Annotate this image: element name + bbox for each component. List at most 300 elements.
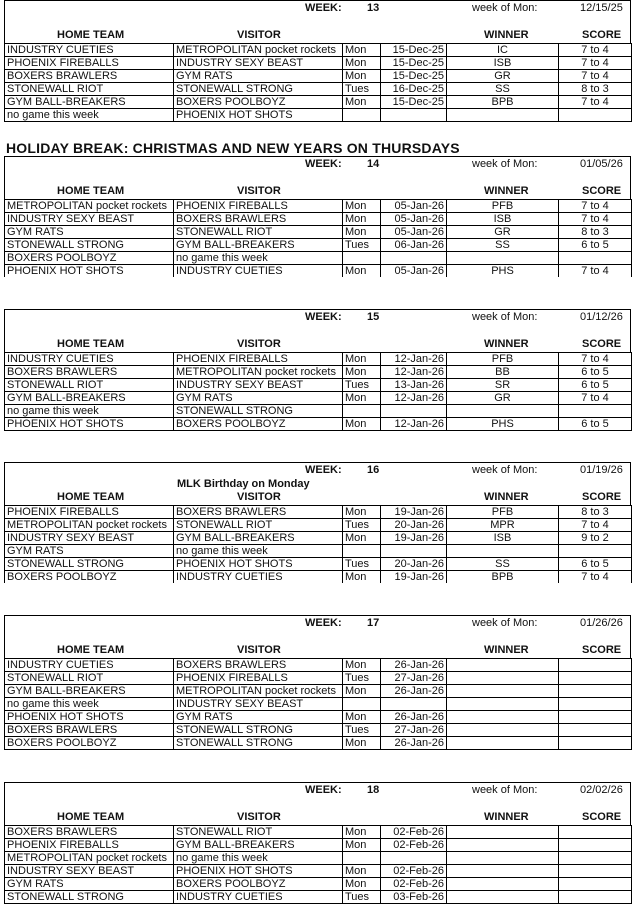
score-cell bbox=[559, 685, 632, 698]
date-cell: 26-Jan-26 bbox=[381, 659, 447, 672]
date-cell bbox=[381, 405, 447, 418]
game-row bbox=[5, 226, 632, 239]
score-cell: 7 to 4 bbox=[559, 392, 632, 405]
winner-cell bbox=[447, 698, 559, 711]
score-header: SCORE bbox=[582, 185, 622, 197]
week-header bbox=[4, 462, 631, 505]
score-cell bbox=[559, 698, 632, 711]
games-table bbox=[4, 199, 632, 277]
game-row bbox=[5, 353, 632, 366]
visitor-cell: PHOENIX HOT SHOTS bbox=[174, 109, 343, 122]
date-cell: 02-Feb-26 bbox=[381, 839, 447, 852]
score-cell bbox=[559, 852, 632, 865]
home-team-cell: PHOENIX FIREBALLS bbox=[5, 839, 174, 852]
date-cell: 16-Dec-25 bbox=[381, 83, 447, 96]
visitor-cell: GYM RATS bbox=[174, 711, 343, 724]
week-number: 13 bbox=[367, 2, 380, 14]
home-team-cell: STONEWALL STRONG bbox=[5, 891, 174, 904]
week-of-label: week of Mon: bbox=[472, 784, 538, 796]
game-row bbox=[5, 737, 632, 750]
date-cell: 13-Jan-26 bbox=[381, 379, 447, 392]
winner-cell: SS bbox=[447, 558, 559, 571]
day-cell: Mon bbox=[343, 70, 381, 83]
home-team-cell: STONEWALL RIOT bbox=[5, 379, 174, 392]
score-cell: 9 to 2 bbox=[559, 532, 632, 545]
home-team-cell: BOXERS POOLBOYZ bbox=[5, 252, 174, 265]
week-number: 14 bbox=[367, 158, 380, 170]
date-cell: 05-Jan-26 bbox=[381, 265, 447, 278]
game-row bbox=[5, 70, 632, 83]
visitor-cell: GYM BALL-BREAKERS bbox=[174, 239, 343, 252]
day-cell bbox=[343, 252, 381, 265]
home-team-cell: BOXERS BRAWLERS bbox=[5, 826, 174, 839]
score-cell: 8 to 3 bbox=[559, 83, 632, 96]
date-cell bbox=[381, 852, 447, 865]
visitor-header: VISITOR bbox=[237, 491, 281, 503]
day-cell: Tues bbox=[343, 891, 381, 904]
game-row bbox=[5, 392, 632, 405]
home-team-header: HOME TEAM bbox=[57, 29, 125, 41]
home-team-cell: GYM BALL-BREAKERS bbox=[5, 392, 174, 405]
games-table bbox=[4, 505, 632, 583]
winner-cell bbox=[447, 109, 559, 122]
home-team-cell: INDUSTRY SEXY BEAST bbox=[5, 213, 174, 226]
game-row bbox=[5, 698, 632, 711]
week-header bbox=[4, 156, 631, 199]
winner-cell bbox=[447, 252, 559, 265]
visitor-cell: INDUSTRY CUETIES bbox=[174, 571, 343, 584]
day-cell bbox=[343, 852, 381, 865]
score-cell bbox=[559, 891, 632, 904]
day-cell: Mon bbox=[343, 265, 381, 278]
score-cell bbox=[559, 405, 632, 418]
game-row bbox=[5, 852, 632, 865]
game-row bbox=[5, 532, 632, 545]
visitor-cell: STONEWALL RIOT bbox=[174, 519, 343, 532]
game-row bbox=[5, 418, 632, 431]
winner-cell: IC bbox=[447, 44, 559, 57]
home-team-cell: INDUSTRY CUETIES bbox=[5, 44, 174, 57]
date-cell: 19-Jan-26 bbox=[381, 571, 447, 584]
visitor-cell: BOXERS POOLBOYZ bbox=[174, 878, 343, 891]
game-row bbox=[5, 379, 632, 392]
visitor-cell: INDUSTRY SEXY BEAST bbox=[174, 698, 343, 711]
winner-cell bbox=[447, 685, 559, 698]
visitor-cell: STONEWALL RIOT bbox=[174, 226, 343, 239]
day-cell: Mon bbox=[343, 711, 381, 724]
home-team-cell: INDUSTRY CUETIES bbox=[5, 659, 174, 672]
visitor-cell: STONEWALL STRONG bbox=[174, 737, 343, 750]
game-row bbox=[5, 366, 632, 379]
winner-cell bbox=[447, 724, 559, 737]
home-team-cell: METROPOLITAN pocket rockets bbox=[5, 852, 174, 865]
day-cell: Mon bbox=[343, 418, 381, 431]
visitor-cell: INDUSTRY SEXY BEAST bbox=[174, 379, 343, 392]
date-cell: 06-Jan-26 bbox=[381, 239, 447, 252]
score-cell: 7 to 4 bbox=[559, 200, 632, 213]
date-cell: 26-Jan-26 bbox=[381, 737, 447, 750]
week-15-schedule bbox=[4, 309, 631, 431]
game-row bbox=[5, 265, 632, 278]
visitor-cell: no game this week bbox=[174, 545, 343, 558]
week-of-date: 01/12/26 bbox=[580, 311, 623, 323]
date-cell: 12-Jan-26 bbox=[381, 353, 447, 366]
winner-header: WINNER bbox=[484, 185, 529, 197]
winner-cell: ISB bbox=[447, 57, 559, 70]
home-team-cell: no game this week bbox=[5, 109, 174, 122]
game-row bbox=[5, 891, 632, 904]
game-row bbox=[5, 659, 632, 672]
week-of-label: week of Mon: bbox=[472, 464, 538, 476]
score-header: SCORE bbox=[582, 29, 622, 41]
date-cell: 15-Dec-25 bbox=[381, 44, 447, 57]
score-header: SCORE bbox=[582, 644, 622, 656]
score-cell bbox=[559, 724, 632, 737]
winner-cell: GR bbox=[447, 70, 559, 83]
score-cell: 8 to 3 bbox=[559, 226, 632, 239]
home-team-header: HOME TEAM bbox=[57, 185, 125, 197]
winner-cell bbox=[447, 878, 559, 891]
winner-cell: SR bbox=[447, 379, 559, 392]
week-13-schedule bbox=[4, 0, 631, 122]
game-row bbox=[5, 405, 632, 418]
game-row bbox=[5, 826, 632, 839]
date-cell: 15-Dec-25 bbox=[381, 57, 447, 70]
date-cell: 27-Jan-26 bbox=[381, 672, 447, 685]
winner-cell bbox=[447, 545, 559, 558]
date-cell: 27-Jan-26 bbox=[381, 724, 447, 737]
home-team-cell: BOXERS BRAWLERS bbox=[5, 366, 174, 379]
visitor-cell: GYM RATS bbox=[174, 392, 343, 405]
day-cell: Mon bbox=[343, 532, 381, 545]
week-label: WEEK: bbox=[305, 2, 342, 14]
date-cell bbox=[381, 545, 447, 558]
score-cell: 7 to 4 bbox=[559, 571, 632, 584]
visitor-cell: METROPOLITAN pocket rockets bbox=[174, 685, 343, 698]
day-cell: Mon bbox=[343, 685, 381, 698]
games-table bbox=[4, 352, 632, 431]
winner-cell: ISB bbox=[447, 213, 559, 226]
game-row bbox=[5, 506, 632, 519]
date-cell: 02-Feb-26 bbox=[381, 878, 447, 891]
score-cell: 7 to 4 bbox=[559, 57, 632, 70]
home-team-cell: PHOENIX HOT SHOTS bbox=[5, 265, 174, 278]
date-cell: 26-Jan-26 bbox=[381, 711, 447, 724]
home-team-cell: INDUSTRY SEXY BEAST bbox=[5, 865, 174, 878]
winner-cell: SS bbox=[447, 83, 559, 96]
day-cell: Mon bbox=[343, 366, 381, 379]
winner-header: WINNER bbox=[484, 338, 529, 350]
week-number: 17 bbox=[367, 617, 380, 629]
date-cell bbox=[381, 698, 447, 711]
score-cell bbox=[559, 711, 632, 724]
score-cell: 7 to 4 bbox=[559, 96, 632, 109]
day-cell bbox=[343, 545, 381, 558]
winner-header: WINNER bbox=[484, 644, 529, 656]
week-number: 18 bbox=[367, 784, 380, 796]
game-row bbox=[5, 213, 632, 226]
visitor-cell: INDUSTRY CUETIES bbox=[174, 265, 343, 278]
visitor-cell: INDUSTRY SEXY BEAST bbox=[174, 57, 343, 70]
day-cell: Mon bbox=[343, 200, 381, 213]
week-of-date: 01/19/26 bbox=[580, 464, 623, 476]
games-table bbox=[4, 43, 632, 122]
winner-cell bbox=[447, 839, 559, 852]
game-row bbox=[5, 724, 632, 737]
visitor-cell: STONEWALL RIOT bbox=[174, 826, 343, 839]
date-cell: 20-Jan-26 bbox=[381, 558, 447, 571]
score-cell bbox=[559, 878, 632, 891]
day-cell: Tues bbox=[343, 83, 381, 96]
date-cell bbox=[381, 109, 447, 122]
visitor-cell: STONEWALL STRONG bbox=[174, 724, 343, 737]
home-team-cell: no game this week bbox=[5, 698, 174, 711]
date-cell: 15-Dec-25 bbox=[381, 70, 447, 83]
date-cell: 19-Jan-26 bbox=[381, 506, 447, 519]
visitor-cell: BOXERS BRAWLERS bbox=[174, 659, 343, 672]
home-team-cell: GYM BALL-BREAKERS bbox=[5, 96, 174, 109]
winner-cell: PFB bbox=[447, 506, 559, 519]
home-team-header: HOME TEAM bbox=[57, 491, 125, 503]
home-team-cell: BOXERS BRAWLERS bbox=[5, 724, 174, 737]
day-cell: Tues bbox=[343, 379, 381, 392]
week-label: WEEK: bbox=[305, 617, 342, 629]
week-of-label: week of Mon: bbox=[472, 617, 538, 629]
score-cell bbox=[559, 109, 632, 122]
date-cell: 02-Feb-26 bbox=[381, 865, 447, 878]
score-cell: 6 to 5 bbox=[559, 366, 632, 379]
game-row bbox=[5, 571, 632, 584]
day-cell: Mon bbox=[343, 826, 381, 839]
day-cell: Mon bbox=[343, 659, 381, 672]
winner-header: WINNER bbox=[484, 29, 529, 41]
day-cell bbox=[343, 109, 381, 122]
visitor-cell: PHOENIX HOT SHOTS bbox=[174, 558, 343, 571]
winner-cell: PFB bbox=[447, 200, 559, 213]
week-17-schedule bbox=[4, 615, 631, 750]
winner-cell: ISB bbox=[447, 532, 559, 545]
game-row bbox=[5, 545, 632, 558]
game-row bbox=[5, 57, 632, 70]
winner-cell: BB bbox=[447, 366, 559, 379]
score-cell: 6 to 5 bbox=[559, 379, 632, 392]
home-team-cell: GYM BALL-BREAKERS bbox=[5, 685, 174, 698]
visitor-cell: no game this week bbox=[174, 252, 343, 265]
score-cell: 8 to 3 bbox=[559, 506, 632, 519]
winner-cell: MPR bbox=[447, 519, 559, 532]
week-of-label: week of Mon: bbox=[472, 311, 538, 323]
winner-cell: PHS bbox=[447, 265, 559, 278]
visitor-cell: BOXERS POOLBOYZ bbox=[174, 96, 343, 109]
score-cell bbox=[559, 672, 632, 685]
visitor-header: VISITOR bbox=[237, 811, 281, 823]
date-cell: 12-Jan-26 bbox=[381, 418, 447, 431]
week-header bbox=[4, 0, 631, 43]
score-cell bbox=[559, 737, 632, 750]
home-team-cell: METROPOLITAN pocket rockets bbox=[5, 519, 174, 532]
visitor-cell: METROPOLITAN pocket rockets bbox=[174, 44, 343, 57]
winner-cell bbox=[447, 672, 559, 685]
home-team-header: HOME TEAM bbox=[57, 644, 125, 656]
game-row bbox=[5, 839, 632, 852]
date-cell: 15-Dec-25 bbox=[381, 96, 447, 109]
week-of-label: week of Mon: bbox=[472, 2, 538, 14]
game-row bbox=[5, 96, 632, 109]
date-cell: 12-Jan-26 bbox=[381, 392, 447, 405]
visitor-cell: PHOENIX FIREBALLS bbox=[174, 672, 343, 685]
winner-cell: PFB bbox=[447, 353, 559, 366]
score-cell: 6 to 5 bbox=[559, 558, 632, 571]
winner-cell bbox=[447, 405, 559, 418]
week-header bbox=[4, 782, 631, 825]
winner-cell bbox=[447, 737, 559, 750]
score-header: SCORE bbox=[582, 491, 622, 503]
day-cell: Mon bbox=[343, 226, 381, 239]
home-team-cell: BOXERS BRAWLERS bbox=[5, 70, 174, 83]
score-cell bbox=[559, 545, 632, 558]
games-table bbox=[4, 658, 632, 750]
game-row bbox=[5, 558, 632, 571]
date-cell bbox=[381, 252, 447, 265]
home-team-cell: STONEWALL RIOT bbox=[5, 83, 174, 96]
game-row bbox=[5, 44, 632, 57]
date-cell: 05-Jan-26 bbox=[381, 200, 447, 213]
home-team-cell: PHOENIX HOT SHOTS bbox=[5, 418, 174, 431]
winner-header: WINNER bbox=[484, 811, 529, 823]
visitor-header: VISITOR bbox=[237, 185, 281, 197]
day-cell: Tues bbox=[343, 519, 381, 532]
score-header: SCORE bbox=[582, 338, 622, 350]
home-team-cell: BOXERS POOLBOYZ bbox=[5, 571, 174, 584]
date-cell: 20-Jan-26 bbox=[381, 519, 447, 532]
score-cell: 6 to 5 bbox=[559, 239, 632, 252]
score-cell bbox=[559, 826, 632, 839]
game-row bbox=[5, 519, 632, 532]
day-cell bbox=[343, 698, 381, 711]
winner-cell bbox=[447, 659, 559, 672]
day-cell: Mon bbox=[343, 57, 381, 70]
score-header: SCORE bbox=[582, 811, 622, 823]
home-team-cell: STONEWALL STRONG bbox=[5, 558, 174, 571]
game-row bbox=[5, 878, 632, 891]
score-cell bbox=[559, 659, 632, 672]
winner-cell: GR bbox=[447, 392, 559, 405]
visitor-cell: INDUSTRY CUETIES bbox=[174, 891, 343, 904]
winner-cell bbox=[447, 865, 559, 878]
day-cell: Tues bbox=[343, 239, 381, 252]
game-row bbox=[5, 865, 632, 878]
home-team-cell: STONEWALL RIOT bbox=[5, 672, 174, 685]
week-of-label: week of Mon: bbox=[472, 158, 538, 170]
home-team-header: HOME TEAM bbox=[57, 811, 125, 823]
winner-header: WINNER bbox=[484, 491, 529, 503]
winner-cell: BPB bbox=[447, 96, 559, 109]
visitor-cell: BOXERS BRAWLERS bbox=[174, 213, 343, 226]
score-cell: 7 to 4 bbox=[559, 353, 632, 366]
winner-cell: BPB bbox=[447, 571, 559, 584]
holiday-notice: HOLIDAY BREAK: CHRISTMAS AND NEW YEARS ON THURSDAYS bbox=[6, 140, 460, 156]
home-team-cell: PHOENIX FIREBALLS bbox=[5, 506, 174, 519]
week-16-schedule bbox=[4, 462, 631, 583]
week-number: 15 bbox=[367, 311, 380, 323]
score-cell: 7 to 4 bbox=[559, 70, 632, 83]
visitor-cell: PHOENIX FIREBALLS bbox=[174, 200, 343, 213]
winner-cell bbox=[447, 891, 559, 904]
score-cell: 7 to 4 bbox=[559, 44, 632, 57]
visitor-cell: GYM RATS bbox=[174, 70, 343, 83]
visitor-cell: METROPOLITAN pocket rockets bbox=[174, 366, 343, 379]
day-cell bbox=[343, 405, 381, 418]
week-of-date: 02/02/26 bbox=[580, 784, 623, 796]
visitor-cell: PHOENIX FIREBALLS bbox=[174, 353, 343, 366]
game-row bbox=[5, 711, 632, 724]
day-cell: Mon bbox=[343, 353, 381, 366]
week-note: MLK Birthday on Monday bbox=[177, 478, 310, 490]
home-team-cell: PHOENIX FIREBALLS bbox=[5, 57, 174, 70]
home-team-header: HOME TEAM bbox=[57, 338, 125, 350]
day-cell: Mon bbox=[343, 865, 381, 878]
winner-cell bbox=[447, 852, 559, 865]
day-cell: Mon bbox=[343, 506, 381, 519]
winner-cell bbox=[447, 826, 559, 839]
home-team-cell: STONEWALL STRONG bbox=[5, 239, 174, 252]
date-cell: 12-Jan-26 bbox=[381, 366, 447, 379]
winner-cell: SS bbox=[447, 239, 559, 252]
date-cell: 19-Jan-26 bbox=[381, 532, 447, 545]
week-label: WEEK: bbox=[305, 464, 342, 476]
home-team-cell: METROPOLITAN pocket rockets bbox=[5, 200, 174, 213]
week-14-schedule bbox=[4, 156, 631, 277]
winner-cell bbox=[447, 711, 559, 724]
date-cell: 03-Feb-26 bbox=[381, 891, 447, 904]
week-label: WEEK: bbox=[305, 158, 342, 170]
game-row bbox=[5, 83, 632, 96]
home-team-cell: GYM RATS bbox=[5, 226, 174, 239]
score-cell: 7 to 4 bbox=[559, 519, 632, 532]
visitor-cell: STONEWALL STRONG bbox=[174, 405, 343, 418]
visitor-cell: GYM BALL-BREAKERS bbox=[174, 532, 343, 545]
score-cell: 7 to 4 bbox=[559, 213, 632, 226]
day-cell: Mon bbox=[343, 839, 381, 852]
date-cell: 05-Jan-26 bbox=[381, 213, 447, 226]
visitor-cell: BOXERS POOLBOYZ bbox=[174, 418, 343, 431]
date-cell: 26-Jan-26 bbox=[381, 685, 447, 698]
week-label: WEEK: bbox=[305, 784, 342, 796]
date-cell: 05-Jan-26 bbox=[381, 226, 447, 239]
week-18-schedule bbox=[4, 782, 631, 904]
week-label: WEEK: bbox=[305, 311, 342, 323]
winner-cell: GR bbox=[447, 226, 559, 239]
day-cell: Mon bbox=[343, 392, 381, 405]
home-team-cell: no game this week bbox=[5, 405, 174, 418]
week-number: 16 bbox=[367, 464, 380, 476]
score-cell bbox=[559, 839, 632, 852]
visitor-cell: BOXERS BRAWLERS bbox=[174, 506, 343, 519]
day-cell: Tues bbox=[343, 724, 381, 737]
score-cell bbox=[559, 252, 632, 265]
score-cell bbox=[559, 865, 632, 878]
home-team-cell: INDUSTRY SEXY BEAST bbox=[5, 532, 174, 545]
day-cell: Mon bbox=[343, 571, 381, 584]
score-cell: 7 to 4 bbox=[559, 265, 632, 278]
home-team-cell: BOXERS POOLBOYZ bbox=[5, 737, 174, 750]
home-team-cell: PHOENIX HOT SHOTS bbox=[5, 711, 174, 724]
visitor-cell: PHOENIX HOT SHOTS bbox=[174, 865, 343, 878]
visitor-header: VISITOR bbox=[237, 644, 281, 656]
home-team-cell: INDUSTRY CUETIES bbox=[5, 353, 174, 366]
home-team-cell: GYM RATS bbox=[5, 878, 174, 891]
day-cell: Mon bbox=[343, 878, 381, 891]
